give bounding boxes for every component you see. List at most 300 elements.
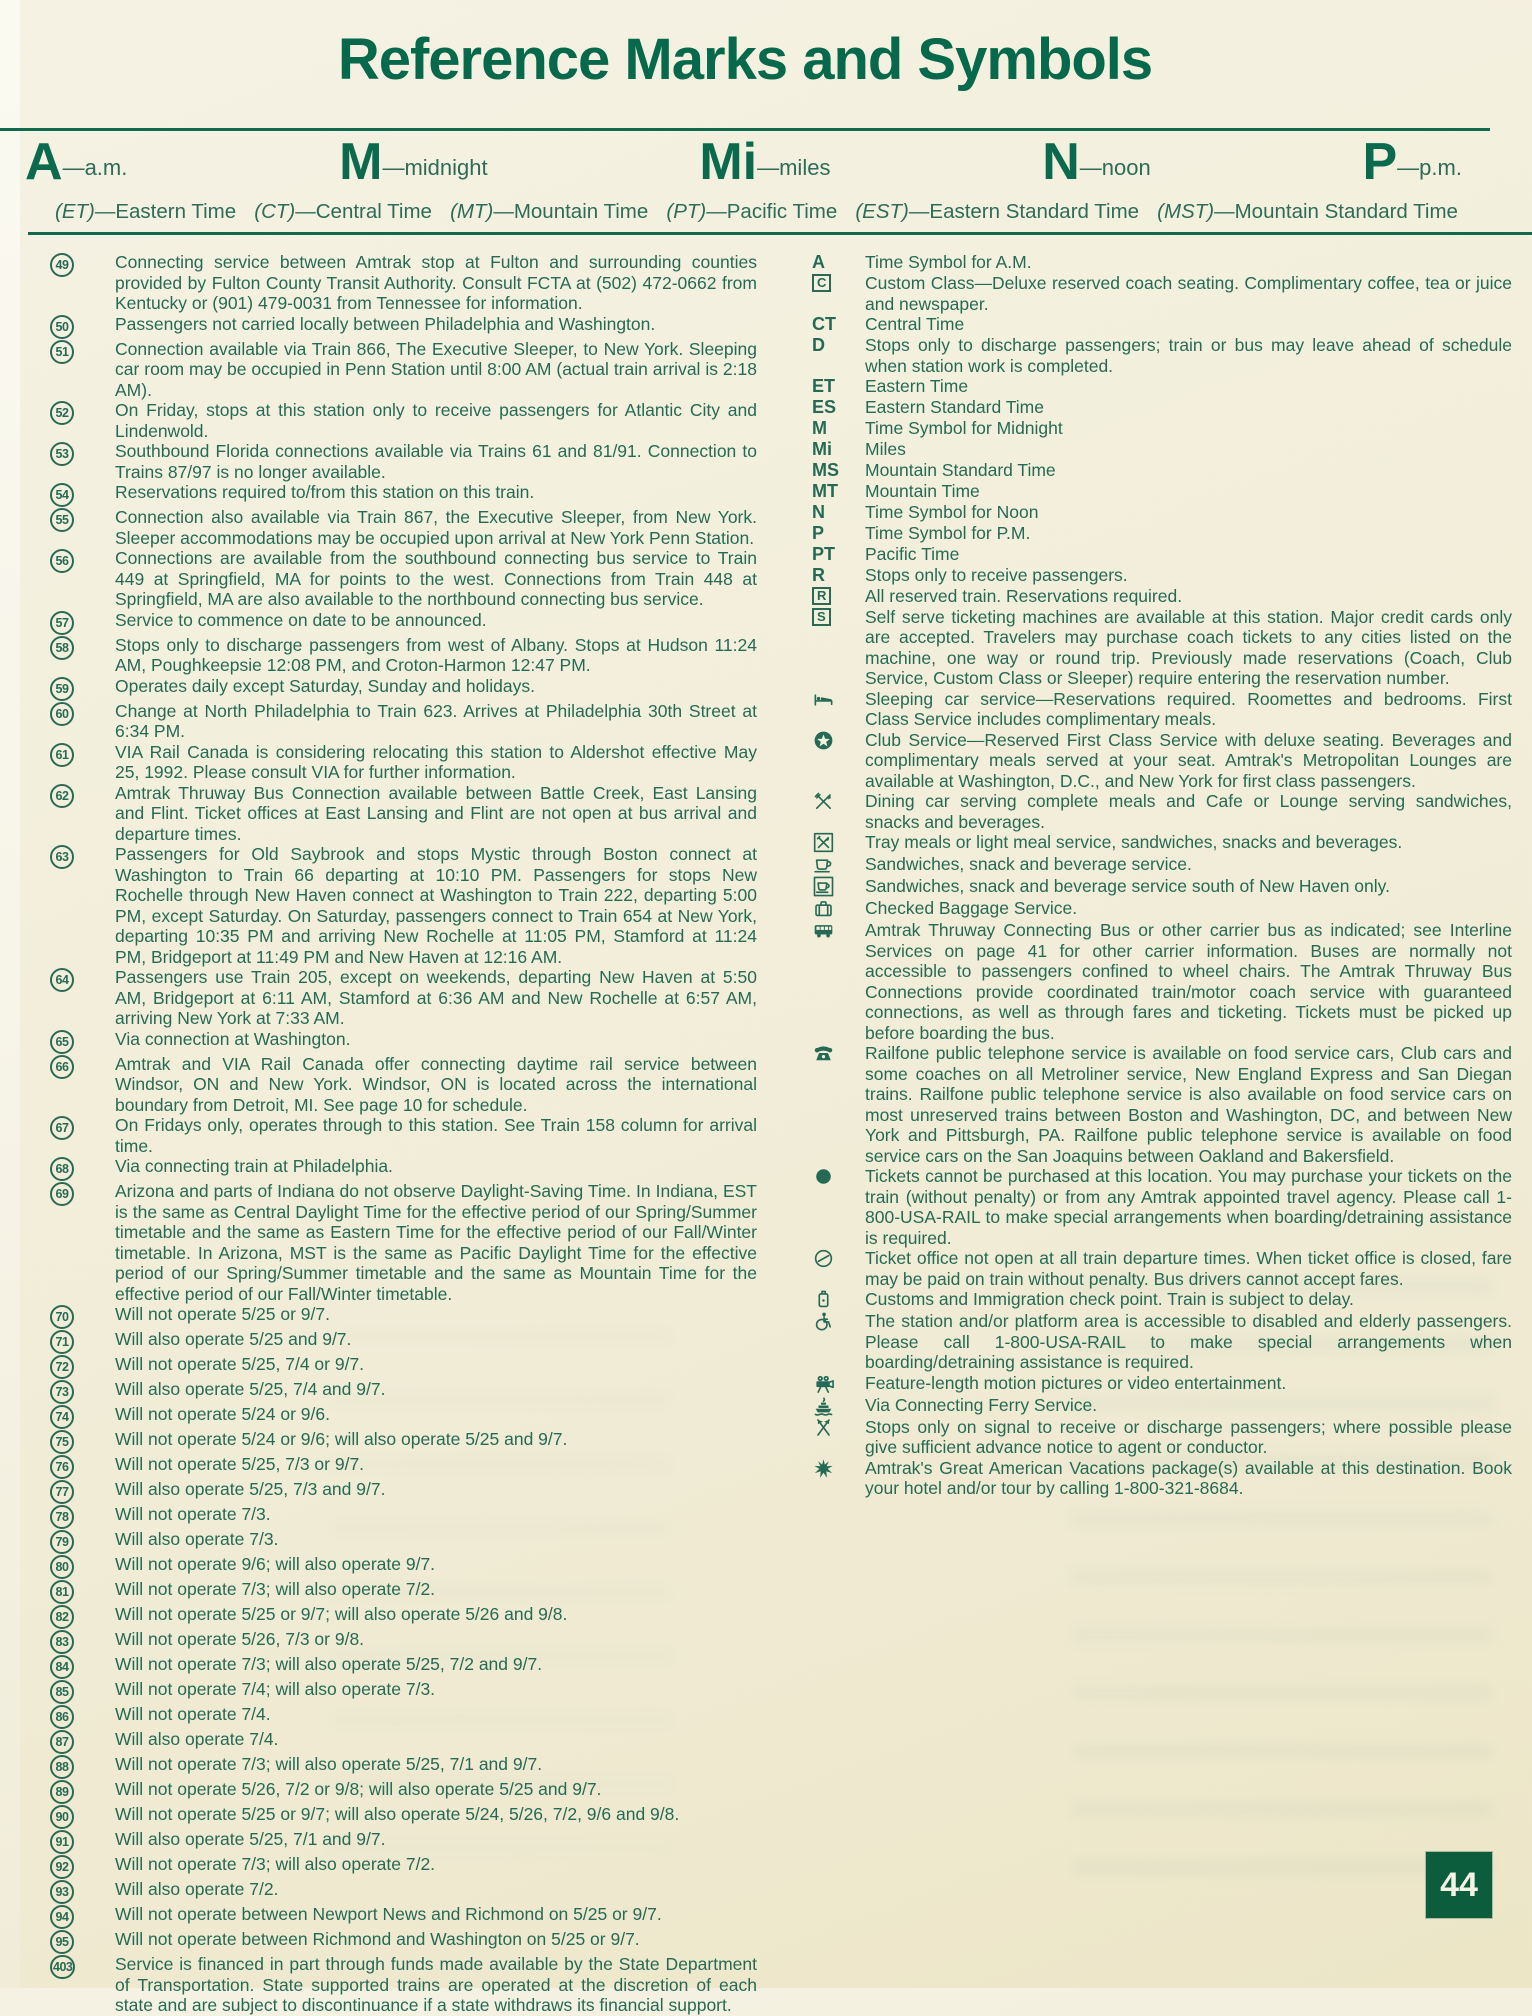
reference-mark-marker-cell	[20, 1029, 115, 1054]
circled-number-78: 78	[50, 1505, 74, 1529]
symbol-description-text: Amtrak's Great American Vacations package(s) available at this destination. Book your hotel and/or tour by calling 1-800-321-8684.	[865, 1457, 1512, 1498]
symbol-description-text: Feature-length motion pictures or video entertainment.	[865, 1372, 1287, 1393]
reference-mark-text: Connection available via Train 866, The Executive Sleeper, to New York. Sleeping car room may be occupied in Penn Station until 8:00 AM (actual train arrival is 2:18 AM).	[115, 338, 757, 400]
reference-mark-text: Amtrak Thruway Bus Connection available between Battle Creek, East Lansing and Flint. Ticket offices at East Lansing and Flint are not open at bus arrival and departure times.	[115, 782, 757, 844]
page-edge-strip	[0, 0, 20, 1988]
symbol-marker-cell	[812, 730, 865, 752]
reference-mark-marker-cell	[20, 1479, 115, 1504]
page-title: Reference Marks and Symbols	[337, 27, 1153, 92]
symbol-legend-item	[812, 1166, 1512, 1248]
timezone-abbr: (ET)	[55, 200, 95, 223]
symbol-description-text: Stops only to discharge passengers; train or bus may leave ahead of schedule when station work is completed.	[865, 335, 1512, 376]
reference-marks-column	[20, 252, 757, 2016]
symbol-legend-item	[812, 565, 1512, 586]
reference-mark-marker-cell	[20, 1829, 115, 1854]
divider-rule-header	[28, 232, 1532, 235]
time-symbol-label: —noon	[1079, 155, 1151, 180]
reference-mark-item	[20, 967, 757, 1029]
circled-number-66: 66	[50, 1055, 74, 1079]
circled-number-73: 73	[50, 1380, 74, 1404]
ticket-office-limited-icon	[812, 1247, 865, 1270]
dining-car-icon	[812, 790, 865, 813]
reference-mark-text: Will also operate 7/3.	[115, 1529, 279, 1549]
railfone-telephone-icon	[812, 1042, 865, 1065]
time-symbol-letter: P	[1362, 133, 1398, 191]
symbol-legend-item	[812, 376, 1512, 397]
circled-number-62: 62	[50, 784, 74, 808]
symbol-marker-cell	[812, 586, 865, 605]
symbol-description-text: Eastern Time	[865, 376, 969, 396]
circled-number-79: 79	[50, 1530, 74, 1554]
reference-mark-text: Will not operate between Richmond and Washington on 5/25 or 9/7.	[115, 1929, 640, 1949]
symbol-legend-item	[812, 1311, 1512, 1373]
time-symbols-row	[25, 133, 1462, 191]
reference-mark-marker-cell	[20, 742, 115, 767]
reference-mark-item	[20, 1429, 757, 1454]
circled-number-50: 50	[50, 315, 74, 339]
reference-mark-text: Will also operate 7/4.	[115, 1729, 279, 1749]
reference-mark-text: Will not operate 5/25, 7/4 or 9/7.	[115, 1354, 365, 1374]
symbol-code-mt: MT	[812, 481, 838, 501]
symbol-legend-item	[812, 586, 1512, 607]
circled-number-64: 64	[50, 968, 74, 992]
symbol-legend-item	[812, 689, 1512, 730]
timezone-label: —Eastern Time	[94, 200, 237, 223]
symbol-description-text: Tickets cannot be purchased at this location. You may purchase your tickets on the train (without penalty) or from any Amtrak appointed travel agency. Please call 1-800-USA-RAIL to make special arrangements when boarding/detraining assistance is required.	[865, 1166, 1512, 1248]
reference-mark-marker-cell	[20, 1579, 115, 1604]
reference-mark-item	[20, 1704, 757, 1729]
reference-mark-item	[20, 1604, 757, 1629]
symbol-description-text: Time Symbol for Midnight	[865, 418, 1063, 438]
time-symbol-p	[1362, 133, 1462, 191]
reference-mark-text: Operates daily except Saturday, Sunday and holidays.	[115, 675, 535, 696]
symbols-column	[812, 252, 1512, 2016]
vacations-star-icon	[812, 1457, 865, 1480]
circled-number-55: 55	[50, 508, 74, 532]
reference-mark-text: Via connection at Washington.	[115, 1028, 351, 1049]
reference-mark-text: Will also operate 5/25, 7/4 and 9/7.	[115, 1379, 386, 1399]
circled-number-93: 93	[50, 1880, 74, 1904]
reference-columns	[20, 252, 1512, 2016]
symbol-marker-cell	[812, 607, 865, 626]
symbol-legend-item	[812, 418, 1512, 439]
reference-mark-text: VIA Rail Canada is considering relocating this station to Aldershot effective May 25, 1992. Please consult VIA for further information.	[115, 741, 757, 782]
reference-mark-text: Connections are available from the southbound connecting bus service to Train 449 at Springfield, MA for points to the west. Connections from Train 448 at Springfield, MA are also available to the northbound connecting bus service.	[115, 548, 757, 609]
symbol-marker-cell	[812, 439, 865, 460]
reference-mark-marker-cell	[20, 1729, 115, 1754]
reference-mark-text: Will also operate 5/25 and 9/7.	[115, 1329, 352, 1349]
reference-mark-text: Will not operate 5/25 or 9/7; will also operate 5/26 and 9/8.	[115, 1604, 568, 1624]
symbol-legend-item	[812, 397, 1512, 418]
movies-icon	[812, 1372, 865, 1395]
circled-number-90: 90	[50, 1805, 74, 1829]
symbol-legend-item	[812, 252, 1512, 273]
symbol-description-text: Stops only on signal to receive or discharge passengers; where possible please give sufficient advance notice to agent or conductor.	[865, 1416, 1512, 1457]
reference-mark-text: Will not operate 7/3; will also operate 7/2.	[115, 1854, 436, 1874]
reference-mark-marker-cell	[20, 1429, 115, 1454]
reference-mark-text: Will not operate 7/3; will also operate 5/25, 7/2 and 9/7.	[115, 1654, 543, 1674]
symbol-marker-cell	[812, 376, 865, 397]
reference-mark-marker-cell	[20, 1754, 115, 1779]
symbol-legend-item	[812, 730, 1512, 792]
symbol-legend-item	[812, 1373, 1512, 1395]
reference-mark-item	[20, 1504, 757, 1529]
symbol-marker-cell	[812, 832, 865, 854]
accessible-station-icon	[812, 1310, 865, 1333]
reference-mark-text: Will not operate 7/3; will also operate 7/2.	[115, 1579, 436, 1599]
reference-mark-item	[20, 1329, 757, 1354]
reference-mark-marker-cell	[20, 1804, 115, 1829]
reference-mark-text: Will not operate 5/25 or 9/7; will also operate 5/24, 5/26, 7/2, 9/6 and 9/8.	[115, 1804, 680, 1824]
reference-mark-marker-cell	[20, 844, 115, 869]
symbol-marker-cell	[812, 1248, 865, 1270]
reference-mark-marker-cell	[20, 1554, 115, 1579]
reference-mark-text: Change at North Philadelphia to Train 623. Arrives at Philadelphia 30th Street at 6:34 PM.	[115, 700, 757, 741]
symbol-legend-item	[812, 439, 1512, 460]
timezone-abbr: (MST)	[1157, 200, 1215, 223]
symbol-marker-cell	[812, 523, 865, 544]
symbol-legend-item	[812, 1395, 1512, 1417]
circled-number-92: 92	[50, 1855, 74, 1879]
symbol-marker-cell	[812, 876, 865, 898]
circled-number-52: 52	[50, 401, 74, 425]
reference-mark-text: Service to commence on date to be announced.	[115, 609, 487, 630]
symbol-marker-cell	[812, 689, 865, 711]
symbol-marker-cell	[812, 314, 865, 335]
reference-mark-item	[20, 676, 757, 701]
reference-mark-marker-cell	[20, 314, 115, 339]
symbol-legend-item	[812, 273, 1512, 314]
timezone-abbr: (MT)	[450, 200, 494, 223]
reference-mark-marker-cell	[20, 1904, 115, 1929]
no-ticket-office-icon	[812, 1165, 865, 1188]
reference-mark-text: Will not operate 5/26, 7/3 or 9/8.	[115, 1629, 365, 1649]
divider-rule-top	[0, 128, 1490, 131]
timezones-row	[55, 200, 1458, 224]
circled-number-76: 76	[50, 1455, 74, 1479]
reference-mark-text: Will not operate 7/4; will also operate 7/3.	[115, 1679, 436, 1699]
timezone-item	[855, 200, 1139, 224]
reference-mark-marker-cell	[20, 967, 115, 992]
reference-mark-item	[20, 1879, 757, 1904]
reference-mark-item	[20, 1679, 757, 1704]
circled-number-61: 61	[50, 743, 74, 767]
reference-mark-item	[20, 610, 757, 635]
symbol-code-d: D	[812, 335, 825, 355]
circled-number-84: 84	[50, 1655, 74, 1679]
reference-mark-item	[20, 1454, 757, 1479]
reference-mark-marker-cell	[20, 1654, 115, 1679]
thruway-bus-icon	[812, 919, 865, 942]
circled-number-67: 67	[50, 1116, 74, 1140]
timezone-item	[254, 200, 432, 224]
symbol-description-text: Customs and Immigration check point. Train is subject to delay.	[865, 1289, 1354, 1309]
snack-service-icon	[812, 853, 865, 876]
reference-mark-item	[20, 252, 757, 314]
circled-number-69: 69	[50, 1182, 74, 1206]
symbol-code-r: R	[812, 565, 825, 585]
reference-mark-text: Will not operate 5/24 or 9/6.	[115, 1404, 330, 1424]
reference-mark-text: Will not operate between Newport News and Richmond on 5/25 or 9/7.	[115, 1904, 662, 1924]
reference-mark-text: Passengers not carried locally between Philadelphia and Washington.	[115, 313, 656, 334]
circled-number-86: 86	[50, 1705, 74, 1729]
reference-mark-item	[20, 507, 757, 548]
timezone-item	[666, 200, 837, 224]
flag-stop-icon	[812, 1416, 865, 1439]
reference-mark-text: Southbound Florida connections available via Trains 61 and 81/91. Connection to Trains 87/97 is no longer available.	[115, 441, 757, 482]
symbol-description-text: Ticket office not open at all train departure times. When ticket office is closed, fare may be paid on train without penalty. Bus drivers cannot accept fares.	[865, 1248, 1512, 1289]
symbol-marker-cell	[812, 1417, 865, 1439]
circled-number-57: 57	[50, 611, 74, 635]
reference-mark-item	[20, 1729, 757, 1754]
symbol-description-text: Sandwiches, snack and beverage service south of New Haven only.	[865, 876, 1390, 896]
reference-mark-item	[20, 1181, 757, 1304]
symbol-description-text: Checked Baggage Service.	[865, 898, 1078, 918]
page-number: 44	[1426, 1852, 1492, 1918]
sleeping-car-icon	[812, 688, 865, 711]
circled-number-83: 83	[50, 1630, 74, 1654]
circled-number-82: 82	[50, 1605, 74, 1629]
reference-mark-marker-cell	[20, 1504, 115, 1529]
timezone-label: —Mountain Time	[493, 200, 649, 223]
circled-number-63: 63	[50, 845, 74, 869]
circled-number-87: 87	[50, 1730, 74, 1754]
reference-mark-marker-cell	[20, 400, 115, 425]
symbol-legend-item	[812, 544, 1512, 565]
symbol-legend-item	[812, 876, 1512, 898]
circled-number-89: 89	[50, 1780, 74, 1804]
reference-mark-marker-cell	[20, 1115, 115, 1140]
symbol-code-es: ES	[812, 397, 837, 417]
circled-number-71: 71	[50, 1330, 74, 1354]
reference-mark-item	[20, 742, 757, 783]
circled-number-74: 74	[50, 1405, 74, 1429]
symbol-description-text: Custom Class—Deluxe reserved coach seating. Complimentary coffee, tea or juice and newspaper.	[865, 273, 1512, 314]
symbol-legend-item	[812, 1458, 1512, 1499]
symbol-legend-item	[812, 1248, 1512, 1289]
symbol-legend-item	[812, 607, 1512, 689]
reference-mark-text: Service is financed in part through funds made available by the State Department of Transportation. State supported trains are operated at the discretion of each state and are subject to discontinuance if a state withdraws its financial support.	[115, 1954, 757, 2015]
reference-mark-text: Will also operate 7/2.	[115, 1879, 279, 1899]
symbol-code-n: N	[812, 502, 825, 522]
symbol-marker-cell	[812, 460, 865, 481]
symbol-description-text: Self serve ticketing machines are available at this station. Major credit cards only are accepted. Travelers may purchase coach tickets to any cities listed on the machine, one way or round trip. Previously made reservations (Coach, Club Service, Custom Class or Sleeper) require entering the reservation number.	[865, 606, 1512, 688]
circled-number-70: 70	[50, 1305, 74, 1329]
reference-mark-item	[20, 1629, 757, 1654]
circled-number-65: 65	[50, 1030, 74, 1054]
time-symbol-letter: M	[339, 133, 383, 191]
reference-mark-item	[20, 1379, 757, 1404]
reference-mark-marker-cell	[20, 548, 115, 573]
boxed-symbol-s: S	[812, 608, 831, 626]
symbol-description-text: Pacific Time	[865, 544, 960, 564]
symbol-description-text: Stops only to receive passengers.	[865, 565, 1128, 585]
reference-mark-item	[20, 1554, 757, 1579]
circled-number-94: 94	[50, 1905, 74, 1929]
snack-service-south-icon	[812, 875, 865, 898]
reference-mark-item	[20, 1115, 757, 1156]
circled-number-60: 60	[50, 702, 74, 726]
symbol-marker-cell	[812, 791, 865, 813]
symbol-marker-cell	[812, 920, 865, 942]
symbol-legend-item	[812, 523, 1512, 544]
reference-mark-marker-cell	[20, 1181, 115, 1206]
symbol-marker-cell	[812, 418, 865, 439]
reference-mark-item	[20, 1529, 757, 1554]
reference-mark-marker-cell	[20, 1054, 115, 1079]
circled-number-72: 72	[50, 1355, 74, 1379]
circled-number-85: 85	[50, 1680, 74, 1704]
reference-mark-item	[20, 339, 757, 401]
reference-mark-text: Passengers use Train 205, except on weekends, departing New Haven at 5:50 AM, Bridgeport at 6:11 AM, Stamford at 6:36 AM and New Rochelle at 6:57 AM, arriving New York at 7:33 AM.	[115, 967, 757, 1028]
reference-mark-marker-cell	[20, 1329, 115, 1354]
symbol-description-text: Time Symbol for P.M.	[865, 523, 1031, 543]
reference-mark-text: Will not operate 7/3; will also operate 5/25, 7/1 and 9/7.	[115, 1754, 543, 1774]
symbol-legend-item	[812, 832, 1512, 854]
symbol-code-ms: MS	[812, 460, 839, 480]
reference-mark-marker-cell	[20, 635, 115, 660]
symbol-description-text: Time Symbol for Noon	[865, 502, 1039, 522]
time-symbol-n	[1042, 133, 1151, 191]
reference-mark-marker-cell	[20, 482, 115, 507]
symbol-marker-cell	[812, 1395, 865, 1417]
circled-number-54: 54	[50, 483, 74, 507]
reference-mark-item	[20, 1829, 757, 1854]
reference-mark-item	[20, 1904, 757, 1929]
time-symbol-mi	[699, 133, 831, 191]
circled-number-68: 68	[50, 1157, 74, 1181]
reference-mark-marker-cell	[20, 441, 115, 466]
symbol-legend-item	[812, 481, 1512, 502]
symbol-marker-cell	[812, 1043, 865, 1065]
timezone-abbr: (PT)	[666, 200, 707, 223]
reference-mark-marker-cell	[20, 1629, 115, 1654]
reference-mark-text: Arizona and parts of Indiana do not observe Daylight-Saving Time. In Indiana, EST is the same as Central Daylight Time for the effective period of our Spring/Summer timetable and the same as Eastern Time for the effective period of our Fall/Winter timetable. In Arizona, MST is the same as Pacific Daylight Time for the effective period of our Spring/Summer timetable and the same as Mountain Time for the effective period of our Fall/Winter timetable.	[115, 1181, 757, 1304]
symbol-description-text: Mountain Standard Time	[865, 460, 1056, 480]
reference-mark-text: Will not operate 5/24 or 9/6; will also operate 5/25 and 9/7.	[115, 1429, 568, 1449]
time-symbol-label: —p.m.	[1397, 155, 1462, 180]
reference-mark-marker-cell	[20, 1529, 115, 1554]
reference-mark-marker-cell	[20, 1354, 115, 1379]
symbol-code-m: M	[812, 418, 827, 438]
circled-number-53: 53	[50, 442, 74, 466]
circled-number-49: 49	[50, 253, 74, 277]
symbol-legend-item	[812, 854, 1512, 876]
timezone-item	[450, 200, 648, 224]
reference-mark-item	[20, 548, 757, 610]
reference-mark-text: Will not operate 7/4.	[115, 1704, 271, 1724]
reference-mark-text: Will not operate 5/25 or 9/7.	[115, 1304, 330, 1324]
club-service-icon	[812, 729, 865, 752]
reference-mark-item	[20, 1779, 757, 1804]
reference-mark-marker-cell	[20, 339, 115, 364]
reference-mark-marker-cell	[20, 1679, 115, 1704]
symbol-marker-cell	[812, 1166, 865, 1188]
circled-number-59: 59	[50, 677, 74, 701]
reference-mark-marker-cell	[20, 1454, 115, 1479]
reference-mark-text: Will not operate 5/25, 7/3 or 9/7.	[115, 1454, 365, 1474]
reference-mark-marker-cell	[20, 1304, 115, 1329]
symbol-legend-item	[812, 1289, 1512, 1311]
time-symbol-label: —midnight	[382, 155, 488, 180]
reference-mark-marker-cell	[20, 507, 115, 532]
time-symbol-m	[339, 133, 488, 191]
tray-meal-icon	[812, 831, 865, 854]
circled-number-95: 95	[50, 1930, 74, 1954]
reference-mark-marker-cell	[20, 1779, 115, 1804]
time-symbol-letter: A	[25, 133, 63, 191]
circled-number-77: 77	[50, 1480, 74, 1504]
reference-mark-item	[20, 1754, 757, 1779]
symbol-legend-item	[812, 1043, 1512, 1166]
circled-number-91: 91	[50, 1830, 74, 1854]
timezone-label: —Mountain Standard Time	[1214, 200, 1458, 223]
reference-mark-marker-cell	[20, 1404, 115, 1429]
timezone-abbr: (CT)	[254, 200, 296, 223]
reference-mark-item	[20, 1054, 757, 1116]
symbol-description-text: Time Symbol for A.M.	[865, 252, 1032, 272]
symbol-legend-item	[812, 335, 1512, 376]
circled-number-56: 56	[50, 549, 74, 573]
symbol-marker-cell	[812, 502, 865, 523]
symbol-marker-cell	[812, 898, 865, 920]
reference-mark-marker-cell	[20, 610, 115, 635]
symbol-description-text: The station and/or platform area is accessible to disabled and elderly passengers. Please call 1-800-USA-RAIL to make special arrangements when boarding/detraining assistance is required.	[865, 1311, 1512, 1372]
symbol-marker-cell	[812, 273, 865, 292]
symbol-description-text: Club Service—Reserved First Class Service with deluxe seating. Beverages and complimentary meals served at your seat. Amtrak's Metropolitan Lounges are available at Washington, D.C., and New York for first class passengers.	[865, 729, 1512, 791]
symbol-description-text: Mountain Time	[865, 481, 980, 501]
symbol-code-pt: PT	[812, 544, 836, 564]
reference-mark-item	[20, 844, 757, 967]
reference-mark-item	[20, 1854, 757, 1879]
reference-mark-marker-cell	[20, 1954, 115, 1979]
reference-mark-item	[20, 1479, 757, 1504]
symbol-description-text: Railfone public telephone service is available on food service cars, Club cars and some coaches on all Metroliner service, New England Express and San Diegan trains. Railfone public telephone service is also available on food service cars on most unreserved trains between Boston and Washington, DC, and between New York and Pittsburgh, PA. Railfone public telephone service is available on food service cars on the San Joaquins between Oakland and Bakersfield.	[865, 1043, 1512, 1166]
symbol-marker-cell	[812, 1289, 865, 1311]
symbol-marker-cell	[812, 1458, 865, 1480]
symbol-description-text: All reserved train. Reservations required.	[865, 586, 1183, 606]
symbol-description-text: Dining car serving complete meals and Cafe or Lounge serving sandwiches, snacks and beverages.	[865, 791, 1512, 832]
reference-mark-text: Will also operate 5/25, 7/3 and 9/7.	[115, 1479, 386, 1499]
symbol-legend-item	[812, 314, 1512, 335]
time-symbol-a	[25, 133, 128, 191]
circled-number-51: 51	[50, 340, 74, 364]
reference-mark-marker-cell	[20, 1879, 115, 1904]
symbol-marker-cell	[812, 335, 865, 356]
reference-mark-item	[20, 482, 757, 507]
reference-mark-item	[20, 1804, 757, 1829]
timezone-label: —Eastern Standard Time	[908, 200, 1140, 223]
symbol-legend-item	[812, 791, 1512, 832]
symbol-code-p: P	[812, 523, 825, 543]
symbol-marker-cell	[812, 1311, 865, 1333]
reference-mark-text: Via connecting train at Philadelphia.	[115, 1156, 393, 1176]
circled-number-80: 80	[50, 1555, 74, 1579]
reference-mark-item	[20, 1029, 757, 1054]
boxed-symbol-c: C	[812, 274, 831, 292]
symbol-legend-item	[812, 1417, 1512, 1458]
symbol-description-text: Via Connecting Ferry Service.	[865, 1394, 1098, 1415]
reference-mark-text: Passengers for Old Saybrook and stops Mystic through Boston connect at Washington to Train 66 departing at 10:10 PM. Passengers for stops New Rochelle through New Haven connect at Washington to Train 222, departing 5:00 PM, except Saturday. On Saturday, passengers connect to Train 654 at New York, departing 10:35 PM and arriving New Rochelle at 11:05 PM, Stamford at 11:24 PM, Bridgeport at 11:49 PM and New Haven at 12:16 AM.	[115, 844, 757, 967]
symbol-description-text: Central Time	[865, 314, 965, 334]
symbol-marker-cell	[812, 397, 865, 418]
reference-mark-item	[20, 314, 757, 339]
boxed-symbol-r: R	[812, 587, 831, 605]
reference-mark-marker-cell	[20, 1156, 115, 1181]
reference-mark-item	[20, 1354, 757, 1379]
reference-mark-text: Connecting service between Amtrak stop at Fulton and surrounding counties provided by Fulton County Transit Authority. Consult FCTA at (502) 472-0662 from Kentucky or (901) 479-0031 from Tennessee for information.	[115, 252, 757, 313]
symbol-description-text: Sleeping car service—Reservations required. Roomettes and bedrooms. First Class Service includes complimentary meals.	[865, 688, 1512, 729]
